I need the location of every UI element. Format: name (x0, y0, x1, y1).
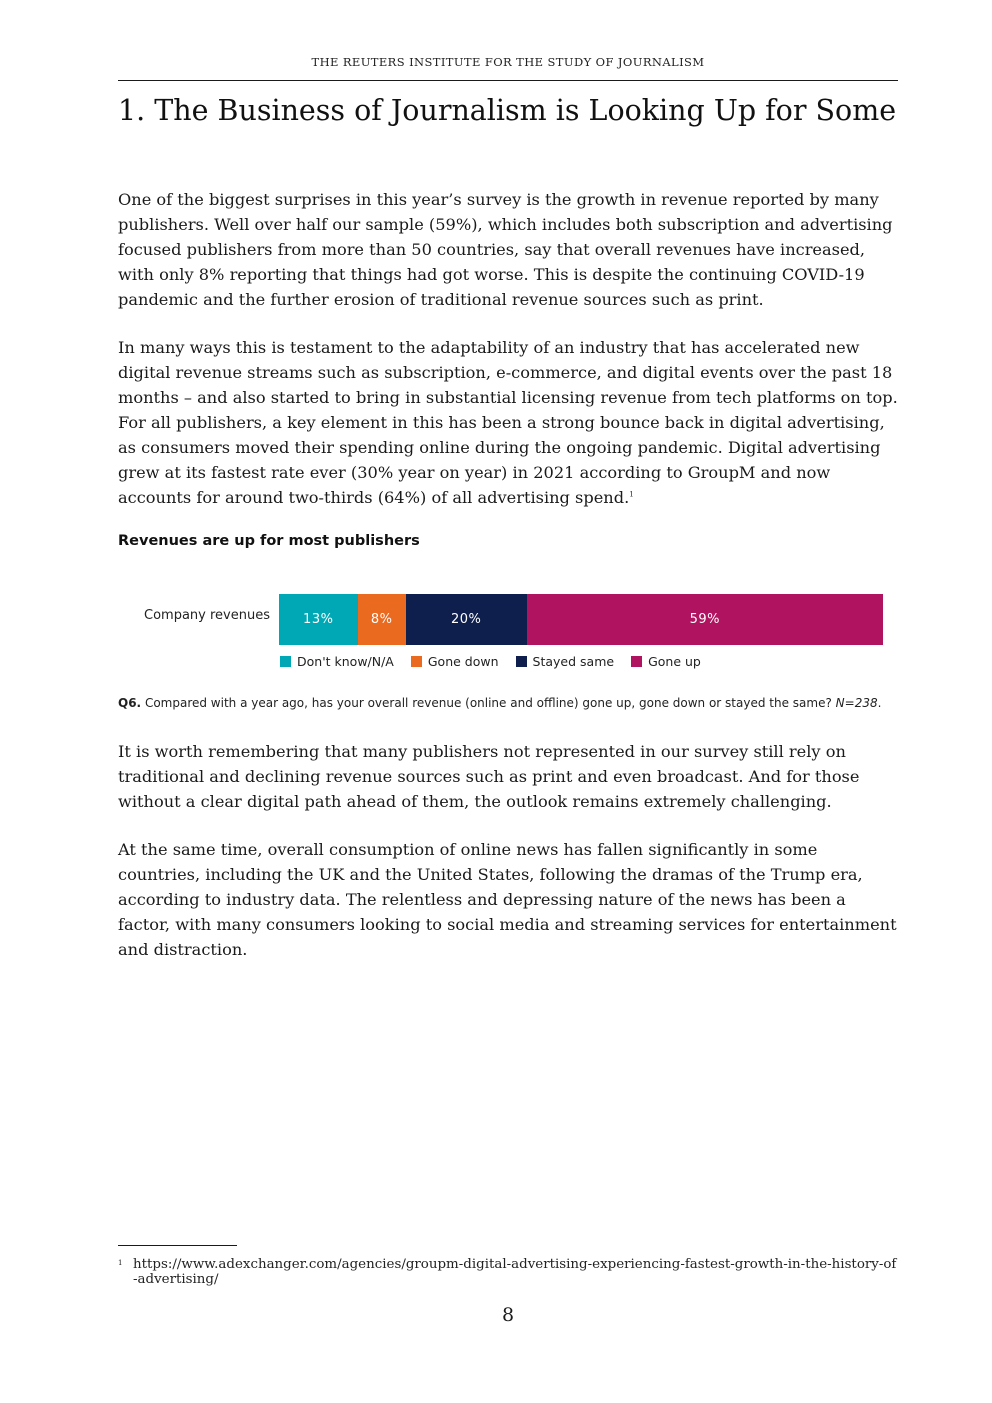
running-header: THE REUTERS INSTITUTE FOR THE STUDY OF JOURNALISM (311, 55, 705, 69)
page-title: 1. The Business of Journalism is Looking Up for Some (118, 94, 897, 127)
question-text: Compared with a year ago, has your overall revenue (online and offline) gone up, gone down or stayed the same? (144, 696, 832, 710)
note-end: . (877, 696, 882, 710)
paragraph-2-text: In many ways this is testament to the adaptability of an industry that has accelerated new digital revenue streams such as subscription, e-commerce, and digital events over the past 18 months – and also started to bring in substantial licensing revenue from tech platforms on top. For all publishers, a key element in this has been a strong bounce back in digital advertising, as consumers moved their spending online during the ongoing pandemic. Digital advertising grew at its fastest rate ever (30% year on year) in 2021 according to GroupM and now accounts for around two-thirds (64%) of all advertising spend. (118, 338, 898, 507)
chart-title: Revenues are up for most publishers (118, 533, 420, 549)
sample-size: N=238 (835, 696, 878, 710)
legend-swatch-stayed-same (516, 656, 527, 667)
bar-segment-gone-down-label: 8% (370, 612, 393, 627)
question-id: Q6. (118, 696, 142, 710)
bar-category-label: Company revenues (144, 608, 270, 623)
legend-label-dont-know: Don't know/N/A (297, 654, 394, 669)
legend-item-stayed-same (516, 654, 615, 669)
legend-item-dont-know (280, 654, 394, 669)
legend-item-gone-down (411, 654, 499, 669)
page-number: 8 (501, 1304, 515, 1326)
bar-segment-stayed-same-label: 20% (451, 612, 482, 627)
bar-segment-gone-up (527, 594, 883, 645)
chart-legend (280, 654, 718, 669)
bar-segment-gone-down (358, 594, 406, 645)
footnote-ref[interactable]: 1 (629, 490, 634, 499)
chart-note (118, 696, 898, 710)
legend-label-stayed-same: Stayed same (532, 654, 615, 669)
legend-item-gone-up (631, 654, 701, 669)
legend-swatch-gone-up (631, 656, 642, 667)
legend-swatch-gone-down (411, 656, 422, 667)
legend-swatch-dont-know (280, 656, 291, 667)
footnote-rule (118, 1245, 237, 1246)
bar-segment-dont-know (279, 594, 358, 645)
stacked-bar (279, 594, 883, 645)
paragraph-1: One of the biggest surprises in this year’s survey is the growth in revenue reported by many publishers. Well over half our sample (59%), which includes both subscription and advertising focused publishers from more than 50 countries, say that overall revenues have increased, with only 8% reporting that things had got worse. This is despite the continuing COVID-19 pandemic and the further erosion of traditional revenue sources such as print. (118, 190, 893, 309)
paragraph-4: At the same time, overall consumption of online news has fallen significantly in some countries, including the UK and the United States, following the dramas of the Trump era, according to industry data. The relentless and depressing nature of the news has been a factor, with many consumers looking to social media and streaming services for entertainment and distraction. (118, 840, 897, 959)
paragraph-3: It is worth remembering that many publishers not represented in our survey still rely on traditional and declining revenue sources such as print and even broadcast. And for those without a clear digital path ahead of them, the outlook remains extremely challenging. (118, 742, 860, 811)
header-rule (118, 80, 898, 81)
legend-label-gone-down: Gone down (427, 654, 499, 669)
bar-segment-dont-know-label: 13% (303, 612, 334, 627)
legend-label-gone-up: Gone up (648, 654, 701, 669)
footnote-number: 1 (118, 1259, 123, 1267)
bar-segment-gone-up-label: 59% (689, 612, 720, 627)
footnote-link[interactable]: https://www.adexchanger.com/agencies/groupm-digital-advertising-experiencing-fastest-growth-in-the-history-of-advertising/ (133, 1257, 897, 1287)
paragraph-2 (118, 335, 898, 510)
bar-segment-stayed-same (406, 594, 527, 645)
